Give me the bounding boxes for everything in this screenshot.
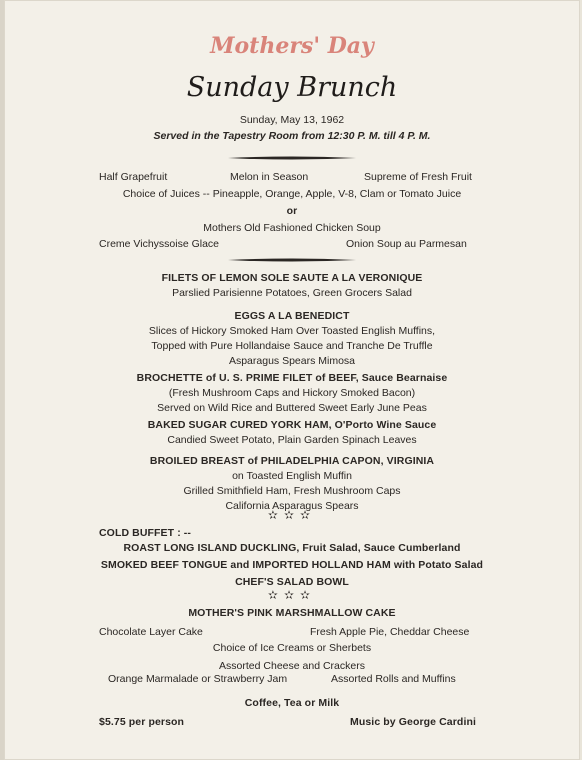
brochette-desc-1: (Fresh Mushroom Caps and Hickory Smoked Bacon) xyxy=(168,387,416,399)
stars-ornament-1: ✫✫✫ xyxy=(267,508,317,522)
ham-title: BAKED SUGAR CURED YORK HAM, O'Porto Wine Sauce xyxy=(147,419,437,431)
price-text: $5.75 per person xyxy=(99,716,185,728)
dessert-ice-cream: Choice of Ice Creams or Sherbets xyxy=(212,642,372,654)
eggs-desc-1: Slices of Hickory Smoked Ham Over Toasted English Muffins, xyxy=(148,325,436,337)
dessert-rolls: Assorted Rolls and Muffins xyxy=(331,673,456,685)
dessert-chocolate: Chocolate Layer Cake xyxy=(99,626,203,638)
drinks-line: Coffee, Tea or Milk xyxy=(244,697,340,709)
brochette-desc-2: Served on Wild Rice and Buttered Sweet Early June Peas xyxy=(157,402,427,414)
menu-page xyxy=(4,0,580,760)
sole-desc: Parslied Parisienne Potatoes, Green Grocers Salad xyxy=(172,287,412,299)
cold-buffet-label: COLD BUFFET : -- xyxy=(99,527,191,539)
capon-desc-1: on Toasted English Muffin xyxy=(232,470,352,482)
ham-desc: Candied Sweet Potato, Plain Garden Spinach Leaves xyxy=(167,434,417,446)
starter-fruit: Supreme of Fresh Fruit xyxy=(364,171,472,183)
dessert-cheese: Assorted Cheese and Crackers xyxy=(219,660,365,672)
starter-melon: Melon in Season xyxy=(230,171,309,183)
music-credit: Music by George Cardini xyxy=(350,716,476,728)
soup-chicken: Mothers Old Fashioned Chicken Soup xyxy=(203,222,381,234)
buffet-tongue: SMOKED BEEF TONGUE and IMPORTED HOLLAND HAM with Potato Salad xyxy=(100,559,484,571)
eggs-desc-3: Asparagus Spears Mimosa xyxy=(228,355,356,367)
brochette-title: BROCHETTE of U. S. PRIME FILET of BEEF, Sauce Bearnaise xyxy=(136,372,448,384)
capon-desc-2: Grilled Smithfield Ham, Fresh Mushroom Caps xyxy=(183,485,401,497)
dessert-apple-pie: Fresh Apple Pie, Cheddar Cheese xyxy=(310,626,470,638)
buffet-duckling: ROAST LONG ISLAND DUCKLING, Fruit Salad, Sauce Cumberland xyxy=(123,542,461,554)
eggs-desc-2: Topped with Pure Hollandaise Sauce and Tranche De Truffle xyxy=(151,340,433,352)
eggs-title: EGGS A LA BENEDICT xyxy=(234,310,350,322)
occasion-title: Mothers' Day xyxy=(210,33,374,59)
dessert-cake: MOTHER'S PINK MARSHMALLOW CAKE xyxy=(188,607,396,619)
sole-title: FILETS OF LEMON SOLE SAUTE A LA VERONIQUE xyxy=(161,272,423,284)
juices-line: Choice of Juices -- Pineapple, Orange, Apple, V-8, Clam or Tomato Juice xyxy=(122,188,462,200)
starter-grapefruit: Half Grapefruit xyxy=(99,171,168,183)
capon-title: BROILED BREAST of PHILADELPHIA CAPON, VIRGINIA xyxy=(149,455,435,467)
menu-title: Sunday Brunch xyxy=(186,72,398,103)
divider-2 xyxy=(228,257,356,263)
capon-desc-3: California Asparagus Spears xyxy=(225,500,359,512)
stars-ornament-2: ✫✫✫ xyxy=(267,588,317,602)
dessert-marmalade: Orange Marmalade or Strawberry Jam xyxy=(108,673,288,685)
or-text: or xyxy=(286,205,298,217)
soup-vichyssoise: Creme Vichyssoise Glace xyxy=(99,238,220,250)
menu-date: Sunday, May 13, 1962 xyxy=(239,114,345,126)
buffet-salad: CHEF'S SALAD BOWL xyxy=(235,576,349,588)
divider-1 xyxy=(228,155,356,161)
soup-onion: Onion Soup au Parmesan xyxy=(346,238,467,250)
served-note: Served in the Tapestry Room from 12:30 P. M. till 4 P. M. xyxy=(153,130,431,142)
